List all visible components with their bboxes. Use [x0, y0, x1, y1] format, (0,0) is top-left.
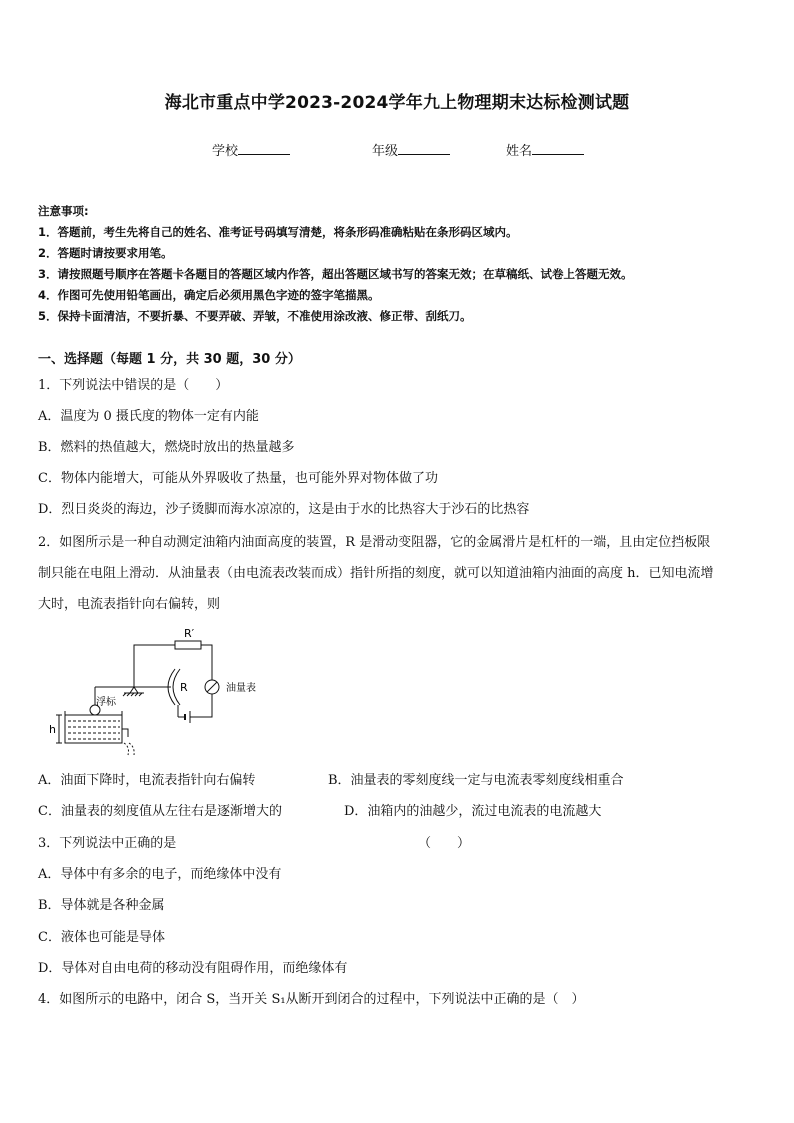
q1-option-a: A．温度为 0 摄氏度的物体一定有内能	[38, 409, 259, 424]
grade-label: 年级	[372, 144, 399, 159]
label-h: h	[49, 723, 56, 736]
name-field	[506, 140, 584, 159]
notice-item-5: 5．保持卡面清洁，不要折暴、不要弄破、弄皱，不准使用涂改液、修正带、刮纸刀。	[38, 309, 472, 323]
notice-item-1: 1．答题前，考生先将自己的姓名、准考证号码填写清楚，将条形码准确粘贴在条形码区域内。	[38, 225, 518, 239]
q3-paren: （ ）	[418, 836, 471, 851]
q1-option-b: B．燃料的热值越大，燃烧时放出的热量越多	[38, 440, 295, 455]
q2-option-b: B．油量表的零刻度线一定与电流表零刻度线相重合	[328, 773, 624, 788]
school-blank[interactable]	[238, 142, 290, 155]
label-r: R	[180, 681, 188, 694]
q2-stem-line1: 2．如图所示是一种自动测定油箱内油面高度的装置，R 是滑动变阻器，它的金属滑片是杠杆的一端，且由定位挡板限	[38, 535, 711, 550]
label-r-prime: R′	[184, 627, 195, 640]
notice-item-3: 3．请按照题号顺序在答题卡各题目的答题区域内作答，超出答题区域书写的答案无效；在草稿纸、试卷上答题无效。	[38, 267, 633, 281]
name-label: 姓名	[506, 144, 533, 159]
q1-stem: 1．下列说法中错误的是（ ）	[38, 378, 229, 393]
q2-option-d: D．油箱内的油越少，流过电流表的电流越大	[344, 804, 602, 819]
q2-stem-line3: 大时，电流表指针向右偏转，则	[38, 597, 221, 612]
q3-option-d: D．导体对自由电荷的移动没有阻碍作用，而绝缘体有	[38, 961, 348, 976]
q1-option-c: C．物体内能增大，可能从外界吸收了热量，也可能外界对物体做了功	[38, 471, 438, 486]
name-blank[interactable]	[532, 142, 584, 155]
section-heading: 一、选择题（每题 1 分，共 30 题，30 分）	[38, 352, 301, 367]
q3-option-b: B．导体就是各种金属	[38, 898, 165, 913]
school-field	[212, 140, 290, 159]
label-meter: 油量表	[226, 683, 256, 694]
q3-stem: 3．下列说法中正确的是	[38, 836, 177, 851]
q3-option-c: C．液体也可能是导体	[38, 930, 165, 945]
label-float: 浮标	[96, 697, 116, 708]
page-title: 海北市重点中学2023-2024学年九上物理期末达标检测试题	[164, 93, 630, 113]
grade-field	[372, 140, 450, 159]
q2-stem-line2: 制只能在电阻上滑动．从油量表（由电流表改装而成）指针所指的刻度，就可以知道油箱内油面的高度 h．已知电流增	[38, 566, 714, 581]
q3-option-a: A．导体中有多余的电子，而绝缘体中没有	[38, 867, 282, 882]
grade-blank[interactable]	[398, 142, 450, 155]
q4-stem: 4．如图所示的电路中，闭合 S，当开关 S₁从断开到闭合的过程中，下列说法中正确的是（ ）	[38, 992, 585, 1007]
notice-heading: 注意事项:	[38, 204, 89, 218]
notice-item-4: 4．作图可先使用铅笔画出，确定后必须用黑色字迹的签字笔描黑。	[38, 288, 380, 302]
notice-item-2: 2．答题时请按要求用笔。	[38, 246, 173, 260]
oil-gauge-figure	[40, 625, 280, 760]
q1-option-d: D．烈日炎炎的海边，沙子烫脚而海水凉凉的，这是由于水的比热容大于沙石的比热容	[38, 502, 530, 517]
resistor-r-prime	[175, 641, 201, 649]
q2-option-c: C．油量表的刻度值从左往右是逐渐增大的	[38, 804, 282, 819]
q2-option-a: A．油面下降时，电流表指针向右偏转	[38, 773, 256, 788]
school-label: 学校	[212, 144, 239, 159]
